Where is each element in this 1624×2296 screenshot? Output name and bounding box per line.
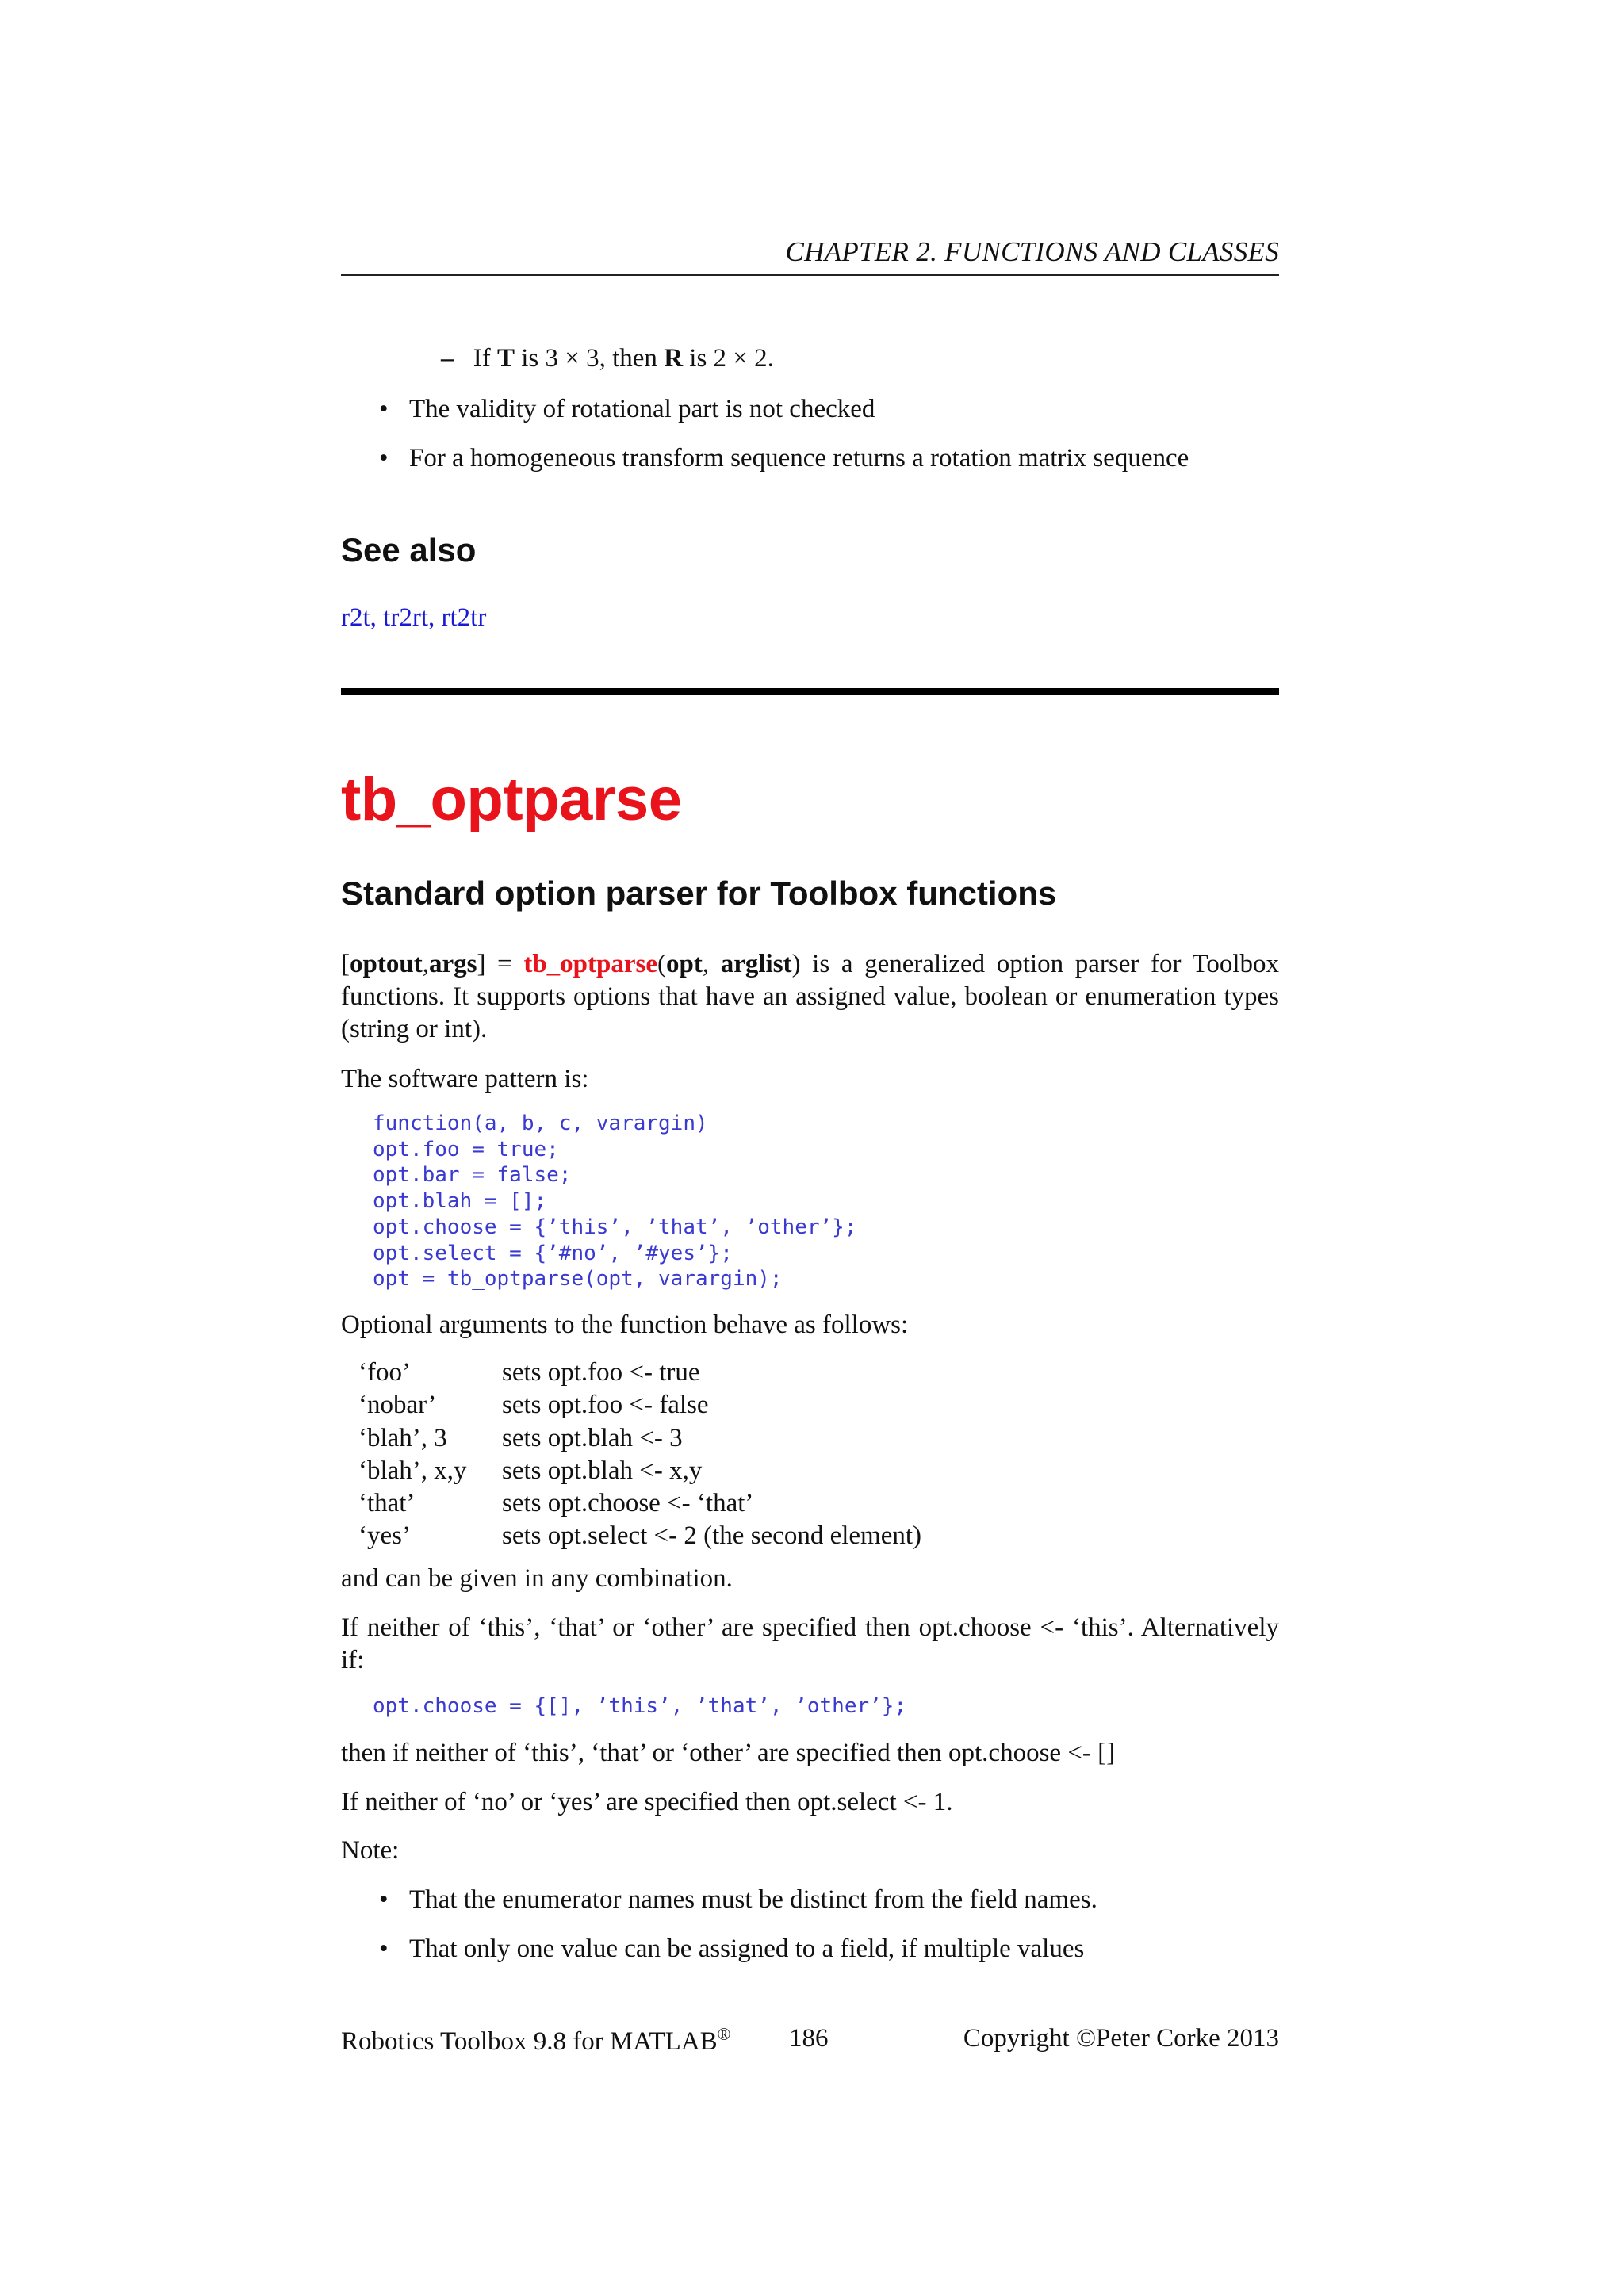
note-bullet-list <box>379 1884 1097 1982</box>
symbol-r: R <box>664 344 684 373</box>
see-also-heading: See also <box>341 531 477 568</box>
running-head: CHAPTER 2. FUNCTIONS AND CLASSES <box>785 236 1279 267</box>
option-desc: sets opt.foo <- true <box>502 1358 700 1387</box>
code-block-pattern <box>373 1111 856 1292</box>
header-rule <box>341 274 1279 276</box>
param-opt: opt <box>666 950 703 978</box>
option-key: ‘foo’ <box>358 1358 411 1387</box>
option-desc: sets opt.select <- 2 (the second element) <box>502 1521 922 1551</box>
text-fragment: ] = <box>477 950 512 978</box>
footer-copyright: Copyright ©Peter Corke 2013 <box>963 2024 1279 2053</box>
param-optout: optout <box>350 950 423 978</box>
registered-mark: ® <box>717 2024 731 2044</box>
footer-left <box>341 2024 730 2057</box>
intro-text: ) is a generalized option parser for Toolbox functions. It supports options that have an assigned value, boolean or enumeration types (string or int). <box>341 950 1280 1043</box>
select-paragraph: If neither of ‘no’ or ‘yes’ are specified then opt.select <- 1. <box>341 1788 953 1816</box>
option-key: ‘blah’, 3 <box>358 1423 447 1452</box>
neither-paragraph: If neither of ‘this’, ‘that’ or ‘other’ are specified then opt.choose <- ‘this’. Alternatively if: <box>341 1613 1279 1674</box>
sub-list-item <box>441 344 774 373</box>
code-block-choose <box>373 1693 906 1720</box>
code-line: opt.select = {’#no’, ’#yes’}; <box>373 1241 733 1265</box>
page-number: 186 <box>789 2024 829 2053</box>
param-args: args <box>428 950 477 978</box>
list-item: • That the enumerator names must be distinct from the field names. <box>379 1884 1097 1933</box>
code-line: opt.choose = {’this’, ’that’, ’other’}; <box>373 1215 857 1239</box>
option-key: ‘that’ <box>358 1489 416 1518</box>
table-row <box>358 1487 921 1520</box>
option-desc: sets opt.blah <- x,y <box>502 1456 703 1485</box>
sub-item-text-1: is 3 × 3, then <box>521 344 657 373</box>
table-row <box>358 1520 921 1552</box>
text-fragment: ( <box>657 950 666 978</box>
function-subtitle: Standard option parser for Toolbox functions <box>341 874 1057 912</box>
param-arglist: arglist <box>720 950 792 978</box>
link-tr2rt[interactable]: tr2rt <box>383 603 428 632</box>
option-key: ‘blah’, x,y <box>358 1456 467 1485</box>
option-desc: sets opt.choose <- ‘that’ <box>502 1489 754 1518</box>
link-separator: , <box>370 603 384 632</box>
top-bullet-list <box>379 393 1189 492</box>
options-table <box>358 1357 921 1553</box>
optional-intro: Optional arguments to the function behave as follows: <box>341 1311 909 1339</box>
table-row <box>358 1357 921 1389</box>
option-key: ‘nobar’ <box>358 1391 437 1420</box>
text-fragment: , <box>702 950 721 978</box>
list-item: • For a homogeneous transform sequence returns a rotation matrix sequence <box>379 442 1189 492</box>
symbol-t: T <box>496 344 515 373</box>
table-row <box>358 1389 921 1422</box>
code-line: opt.bar = false; <box>373 1163 572 1188</box>
sub-item-prefix: If <box>473 344 491 373</box>
sub-item-text-2: is 2 × 2. <box>689 344 774 373</box>
table-row <box>358 1455 921 1487</box>
intro-paragraph <box>341 948 1279 1046</box>
combination-text: and can be given in any combination. <box>341 1564 733 1593</box>
code-line: function(a, b, c, varargin) <box>373 1112 708 1135</box>
option-desc: sets opt.foo <- false <box>502 1391 709 1420</box>
code-line: opt.choose = {[], ’this’, ’that’, ’other’}; <box>373 1694 907 1718</box>
link-r2t[interactable]: r2t <box>341 603 370 632</box>
section-divider <box>341 688 1279 695</box>
option-key: ‘yes’ <box>358 1521 411 1551</box>
footer-title: Robotics Toolbox 9.8 for MATLAB <box>341 2027 718 2056</box>
see-also-links <box>341 603 486 633</box>
link-separator: , <box>428 603 442 632</box>
note-label: Note: <box>341 1836 400 1865</box>
then-paragraph: then if neither of ‘this’, ‘that’ or ‘other’ are specified then opt.choose <- [] <box>341 1739 1116 1767</box>
function-name-inline: tb_optparse <box>523 950 657 978</box>
code-line: opt = tb_optparse(opt, varargin); <box>373 1267 783 1292</box>
list-item: • The validity of rotational part is not checked <box>379 393 1189 442</box>
text-fragment: , <box>422 950 429 978</box>
code-line: opt.blah = []; <box>373 1189 547 1214</box>
function-title: tb_optparse <box>341 766 682 833</box>
table-row <box>358 1422 921 1455</box>
code-line: opt.foo = true; <box>373 1137 559 1161</box>
text-fragment: [ <box>341 950 350 978</box>
link-rt2tr[interactable]: rt2tr <box>441 603 487 632</box>
option-desc: sets opt.blah <- 3 <box>502 1423 683 1452</box>
pattern-intro: The software pattern is: <box>341 1065 589 1093</box>
list-item: • That only one value can be assigned to a field, if multiple values <box>379 1933 1097 1982</box>
document-page <box>341 0 1279 2296</box>
dash-marker: – <box>441 344 454 373</box>
